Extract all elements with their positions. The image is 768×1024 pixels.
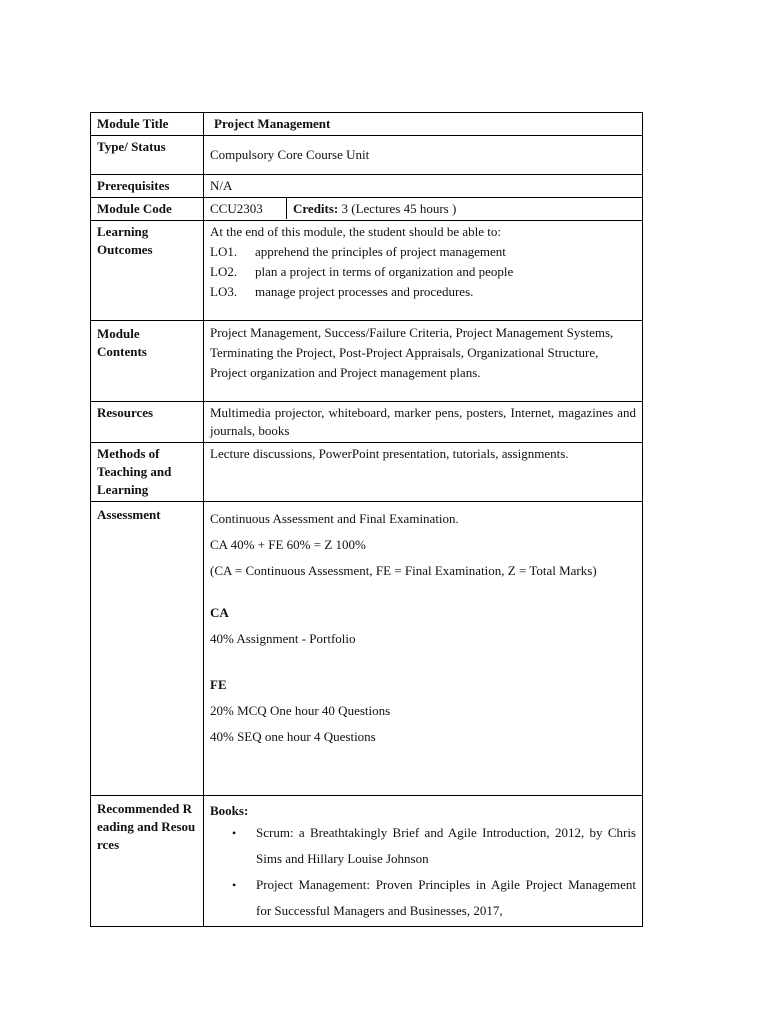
row-assessment <box>91 502 643 796</box>
lo-item <box>210 243 636 261</box>
book-item: • Scrum: a Breathtakingly Brief and Agile Introduction, 2012, by Chris Sims and Hillary Louise Johnson <box>256 820 636 872</box>
recommended-reading-value <box>204 796 643 927</box>
book-item: • Project Management: Proven Principles in Agile Project Management for Successful Managers and Businesses, 2017, <box>256 872 636 924</box>
type-status-value: Compulsory Core Course Unit <box>204 136 643 175</box>
ca-heading: CA <box>210 605 229 620</box>
credits <box>287 198 456 219</box>
module-table <box>90 112 643 927</box>
methods-label: Methods of Teaching and Learning <box>91 443 204 502</box>
module-code-value: CCU2303 <box>204 198 287 219</box>
lo-code: LO2. <box>210 264 238 279</box>
row-module-title <box>91 113 643 136</box>
assessment-value <box>204 502 643 796</box>
module-code-label: Module Code <box>91 198 204 221</box>
resources-value: Multimedia projector, whiteboard, marker pens, posters, Internet, magazines and journals, books <box>204 402 643 443</box>
module-title-value: Project Management <box>204 113 643 136</box>
lo-item <box>210 263 636 281</box>
row-module-code <box>91 198 643 221</box>
row-module-contents <box>91 321 643 402</box>
row-methods <box>91 443 643 502</box>
row-recommended-reading <box>91 796 643 927</box>
fe-item: 40% SEQ one hour 4 Questions <box>210 729 376 744</box>
row-type-status <box>91 136 643 175</box>
books-list <box>210 820 636 924</box>
methods-value: Lecture discussions, PowerPoint presentation, tutorials, assignments. <box>204 443 643 502</box>
row-learning-outcomes <box>91 221 643 321</box>
assessment-line2: CA 40% + FE 60% = Z 100% <box>210 537 366 552</box>
learning-outcomes-label <box>91 221 204 321</box>
ca-item: 40% Assignment - Portfolio <box>210 631 356 646</box>
credits-label: Credits: <box>293 201 339 216</box>
fe-heading: FE <box>210 677 227 692</box>
learning-outcomes-value <box>204 221 643 321</box>
lo-item <box>210 283 636 301</box>
module-title-label: Module Title <box>91 113 204 136</box>
fe-item: 20% MCQ One hour 40 Questions <box>210 703 391 718</box>
module-contents-label <box>91 321 204 402</box>
lo-code: LO3. <box>210 284 238 299</box>
learning-outcomes-label-line2: Outcomes <box>97 242 153 257</box>
learning-outcomes-intro: At the end of this module, the student should be able to: <box>210 224 502 239</box>
recommended-reading-label: Recommended Reading and Resources <box>91 796 204 927</box>
lo-text: apprehend the principles of project management <box>255 244 506 259</box>
prerequisites-value: N/A <box>204 175 643 198</box>
lo-text: manage project processes and procedures. <box>255 284 474 299</box>
assessment-label: Assessment <box>91 502 204 796</box>
lo-code: LO1. <box>210 244 238 259</box>
row-prerequisites <box>91 175 643 198</box>
module-contents-label-line1: Module <box>97 326 140 341</box>
module-contents-label-line2: Contents <box>97 344 147 359</box>
assessment-line3: (CA = Continuous Assessment, FE = Final Examination, Z = Total Marks) <box>210 563 597 578</box>
row-resources <box>91 402 643 443</box>
lo-text: plan a project in terms of organization and people <box>255 264 514 279</box>
credits-value: 3 (Lectures 45 hours ) <box>341 201 457 216</box>
books-heading: Books: <box>210 803 249 818</box>
assessment-line1: Continuous Assessment and Final Examination. <box>210 511 459 526</box>
resources-label: Resources <box>91 402 204 443</box>
module-contents-value: Project Management, Success/Failure Criteria, Project Management Systems, Terminating the Project, Post-Project Appraisals, Organizational Structure, Project organization and Project management plans. <box>204 321 643 402</box>
module-code-cell <box>204 198 643 221</box>
learning-outcomes-label-line1: Learning <box>97 224 149 239</box>
type-status-label: Type/ Status <box>91 136 204 175</box>
prerequisites-label: Prerequisites <box>91 175 204 198</box>
